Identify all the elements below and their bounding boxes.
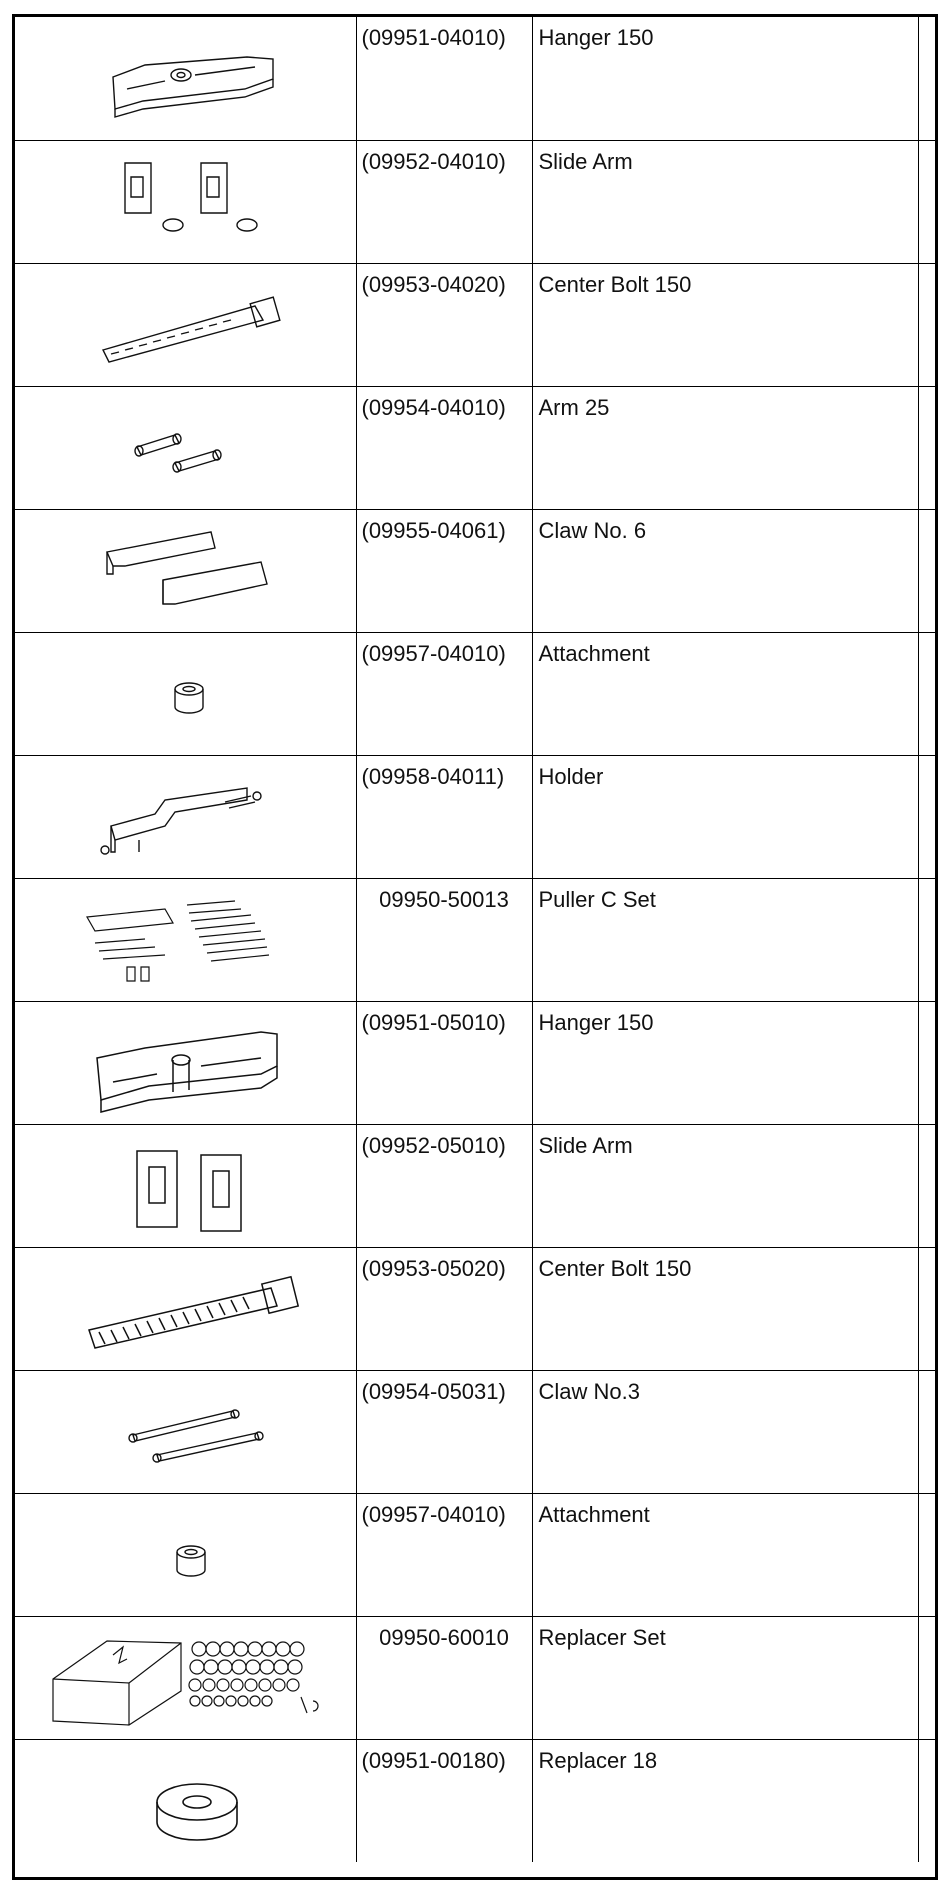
tool-name-cell	[532, 1370, 918, 1493]
tool-name-cell	[532, 1739, 918, 1862]
blank-cell	[918, 509, 935, 632]
blank-cell	[918, 1493, 935, 1616]
table-row	[15, 1739, 935, 1862]
table-row	[15, 632, 935, 755]
part-number: 09950-60010	[379, 1624, 509, 1650]
illustration-cell	[15, 632, 356, 755]
part-number: (09953-04020)	[361, 271, 506, 297]
table-row	[15, 755, 935, 878]
illustration-cell	[15, 1247, 356, 1370]
illustration-cell	[15, 263, 356, 386]
table-row	[15, 263, 935, 386]
tool-name-cell	[532, 878, 918, 1001]
holder-illustration	[15, 756, 356, 878]
tool-name-cell	[532, 1493, 918, 1616]
illustration-cell	[15, 1616, 356, 1739]
tool-name-cell	[532, 386, 918, 509]
illustration-cell	[15, 1739, 356, 1862]
part-number-cell	[356, 755, 532, 878]
tool-name: Replacer 18	[538, 1747, 658, 1773]
blank-cell	[918, 1124, 935, 1247]
tool-name-cell	[532, 632, 918, 755]
table-row	[15, 1124, 935, 1247]
tool-name: Hanger 150	[538, 25, 654, 50]
table-row	[15, 1247, 935, 1370]
illustration-cell	[15, 1124, 356, 1247]
table-row	[15, 140, 935, 263]
part-number: (09951-05010)	[361, 1009, 506, 1035]
part-number-cell	[356, 1616, 532, 1739]
tool-name: Attachment	[538, 1501, 650, 1527]
part-number-cell	[356, 17, 532, 140]
part-number-cell	[356, 1247, 532, 1370]
illustration-cell	[15, 878, 356, 1001]
part-number: (09958-04011)	[361, 763, 505, 789]
part-number-cell	[356, 632, 532, 755]
tool-name: Center Bolt 150	[538, 271, 692, 297]
tool-name-cell	[532, 755, 918, 878]
table-row	[15, 878, 935, 1001]
part-number-cell	[356, 878, 532, 1001]
slide-arm-large-illustration	[15, 1125, 356, 1247]
hanger-illustration	[15, 17, 356, 139]
illustration-cell	[15, 140, 356, 263]
blank-cell	[918, 1370, 935, 1493]
tool-name: Arm 25	[538, 394, 610, 420]
part-number-cell	[356, 1001, 532, 1124]
blank-cell	[918, 755, 935, 878]
special-tools-table	[15, 17, 935, 1862]
part-number-cell	[356, 509, 532, 632]
part-number: (09957-04010)	[361, 1501, 506, 1527]
replacer-set-illustration	[15, 1617, 356, 1739]
attachment-illustration	[15, 633, 356, 755]
tool-name: Center Bolt 150	[538, 1255, 692, 1281]
part-number: (09952-05010)	[361, 1132, 506, 1158]
part-number-cell	[356, 1493, 532, 1616]
tool-name: Puller C Set	[538, 886, 656, 912]
table-row	[15, 1493, 935, 1616]
center-bolt-small-illustration	[15, 264, 356, 386]
part-number-cell	[356, 1370, 532, 1493]
blank-cell	[918, 17, 935, 140]
arm-illustration	[15, 387, 356, 509]
part-number-cell	[356, 263, 532, 386]
tool-name: Attachment	[538, 640, 650, 666]
tool-name-cell	[532, 509, 918, 632]
table-row	[15, 17, 935, 140]
part-number: 09950-50013	[379, 886, 509, 912]
tool-name-cell	[532, 1001, 918, 1124]
tool-name-cell	[532, 1124, 918, 1247]
illustration-cell	[15, 1001, 356, 1124]
center-bolt-large-illustration	[15, 1248, 356, 1370]
part-number: (09952-04010)	[361, 148, 506, 174]
parts-table-frame	[12, 14, 938, 1880]
tool-name-cell	[532, 1616, 918, 1739]
tool-name: Slide Arm	[538, 1132, 633, 1158]
part-number-cell	[356, 140, 532, 263]
hanger-illustration	[15, 1002, 356, 1124]
blank-cell	[918, 263, 935, 386]
tool-name: Replacer Set	[538, 1624, 666, 1650]
part-number: (09954-05031)	[361, 1378, 506, 1404]
attachment-illustration	[15, 1494, 356, 1616]
tool-name-cell	[532, 140, 918, 263]
blank-cell	[918, 386, 935, 509]
illustration-cell	[15, 755, 356, 878]
part-number-cell	[356, 386, 532, 509]
part-number: (09955-04061)	[361, 517, 506, 543]
tool-name-cell	[532, 1247, 918, 1370]
blank-cell	[918, 1247, 935, 1370]
part-number-cell	[356, 1739, 532, 1862]
tool-name: Claw No. 6	[538, 517, 647, 543]
illustration-cell	[15, 386, 356, 509]
tool-name: Holder	[538, 763, 604, 789]
illustration-cell	[15, 17, 356, 140]
tool-name: Hanger 150	[538, 1009, 654, 1035]
blank-cell	[918, 632, 935, 755]
tool-name: Claw No.3	[538, 1378, 640, 1404]
claw-rods-illustration	[15, 1371, 356, 1493]
table-row	[15, 509, 935, 632]
tool-name-cell	[532, 263, 918, 386]
part-number: (09951-04010)	[361, 25, 506, 50]
blank-cell	[918, 140, 935, 263]
part-number: (09954-04010)	[361, 394, 506, 420]
table-row	[15, 1001, 935, 1124]
table-row	[15, 1616, 935, 1739]
table-row	[15, 1370, 935, 1493]
part-number: (09953-05020)	[361, 1255, 506, 1281]
claw-illustration	[15, 510, 356, 632]
blank-cell	[918, 1616, 935, 1739]
illustration-cell	[15, 1370, 356, 1493]
blank-cell	[918, 878, 935, 1001]
table-row	[15, 386, 935, 509]
tool-set-illustration	[15, 879, 356, 1001]
part-number: (09951-00180)	[361, 1747, 506, 1773]
blank-cell	[918, 1739, 935, 1862]
illustration-cell	[15, 1493, 356, 1616]
slide-arm-small-illustration	[15, 141, 356, 263]
blank-cell	[918, 1001, 935, 1124]
tool-name: Slide Arm	[538, 148, 633, 174]
part-number-cell	[356, 1124, 532, 1247]
tool-name-cell	[532, 17, 918, 140]
part-number: (09957-04010)	[361, 640, 506, 666]
replacer-ring-illustration	[15, 1740, 356, 1862]
illustration-cell	[15, 509, 356, 632]
